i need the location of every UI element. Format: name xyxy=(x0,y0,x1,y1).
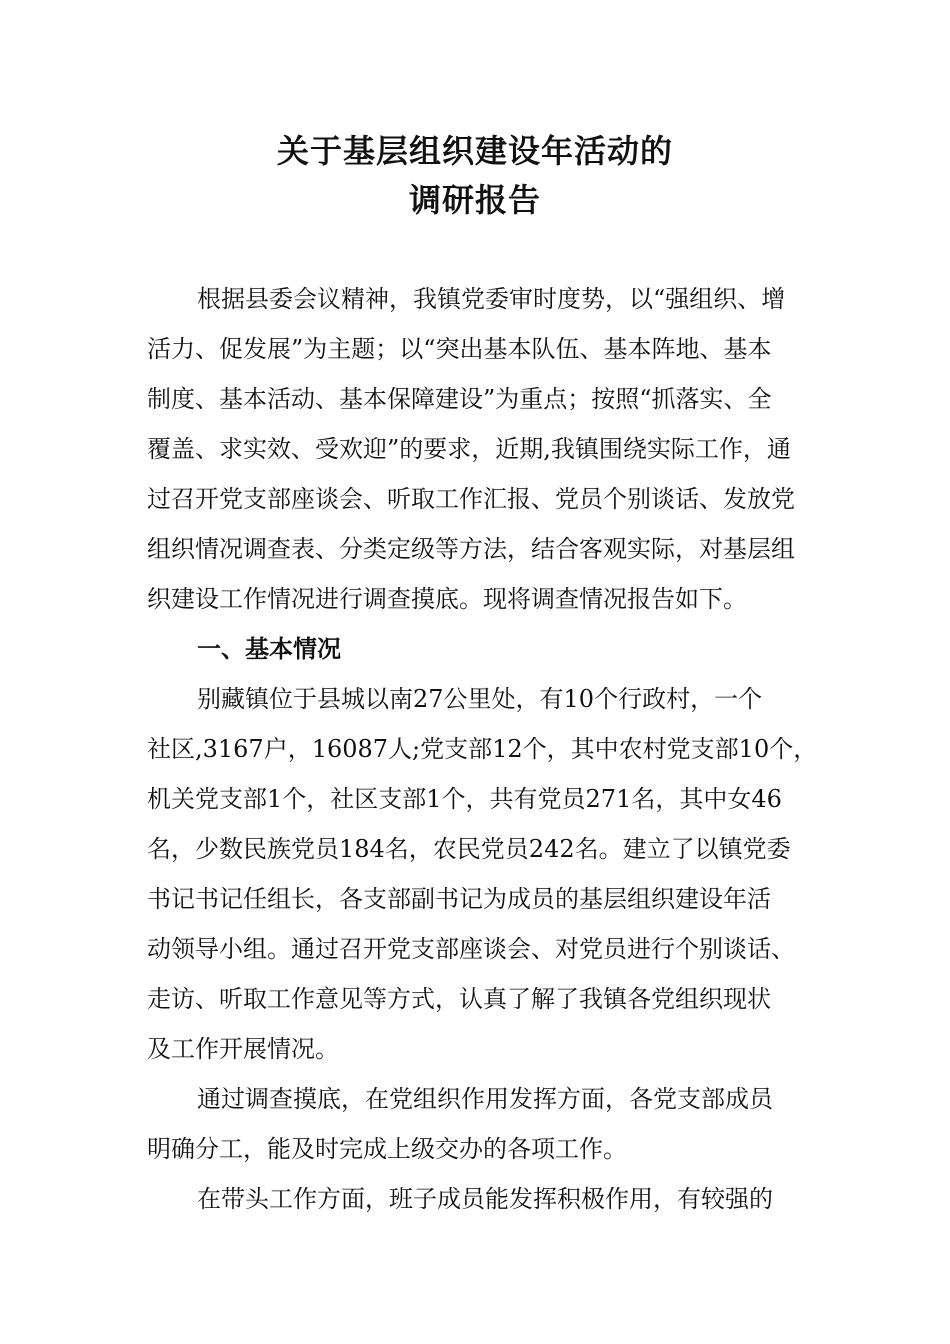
paragraph-2-line-2: 社区,3167户，16087人;党支部12个，其中农村党支部10个， xyxy=(147,735,818,763)
paragraph-1-line-1: 根据县委会议精神，我镇党委审时度势，以“强组织、增 xyxy=(197,285,786,313)
paragraph-2-line-8: 及工作开展情况。 xyxy=(147,1035,339,1063)
paragraph-3-line-2: 明确分工，能及时完成上级交办的各项工作。 xyxy=(147,1135,627,1163)
paragraph-1-line-2: 活力、促发展”为主题；以“突出基本队伍、基本阵地、基本 xyxy=(147,335,772,363)
paragraph-1-line-7: 织建设工作情况进行调查摸底。现将调查情况报告如下。 xyxy=(147,585,747,613)
paragraph-2-line-5: 书记书记任组长，各支部副书记为成员的基层组织建设年活 xyxy=(147,885,771,913)
section-heading-basic-situation: 一、基本情况 xyxy=(197,634,341,663)
paragraph-2-line-1: 别藏镇位于县城以南27公里处，有10个行政村，一个 xyxy=(197,685,763,713)
document-title-line-1: 关于基层组织建设年活动的 xyxy=(276,132,673,170)
paragraph-2-line-7: 走访、听取工作意见等方式，认真了解了我镇各党组织现状 xyxy=(147,985,771,1013)
paragraph-1-line-4: 覆盖、求实效、受欢迎”的要求，近期,我镇围绕实际工作，通 xyxy=(147,435,791,463)
paragraph-2-line-3: 机关党支部1个，社区支部1个，共有党员271名，其中女46 xyxy=(147,785,782,813)
paragraph-3-line-1: 通过调查摸底，在党组织作用发挥方面，各党支部成员 xyxy=(197,1085,773,1113)
paragraph-1-line-5: 过召开党支部座谈会、听取工作汇报、党员个别谈话、发放党 xyxy=(147,485,795,513)
paragraph-4-line-1: 在带头工作方面，班子成员能发挥积极作用，有较强的 xyxy=(197,1185,773,1213)
document-title-line-2: 调研报告 xyxy=(408,181,541,219)
paragraph-2-line-6: 动领导小组。通过召开党支部座谈会、对党员进行个别谈话、 xyxy=(147,935,795,963)
paragraph-2-line-4: 名，少数民族党员184名，农民党员242名。建立了以镇党委 xyxy=(147,835,791,863)
paragraph-1-line-6: 组织情况调查表、分类定级等方法，结合客观实际，对基层组 xyxy=(147,535,795,563)
paragraph-1-line-3: 制度、基本活动、基本保障建设”为重点；按照“抓落实、全 xyxy=(147,385,772,413)
